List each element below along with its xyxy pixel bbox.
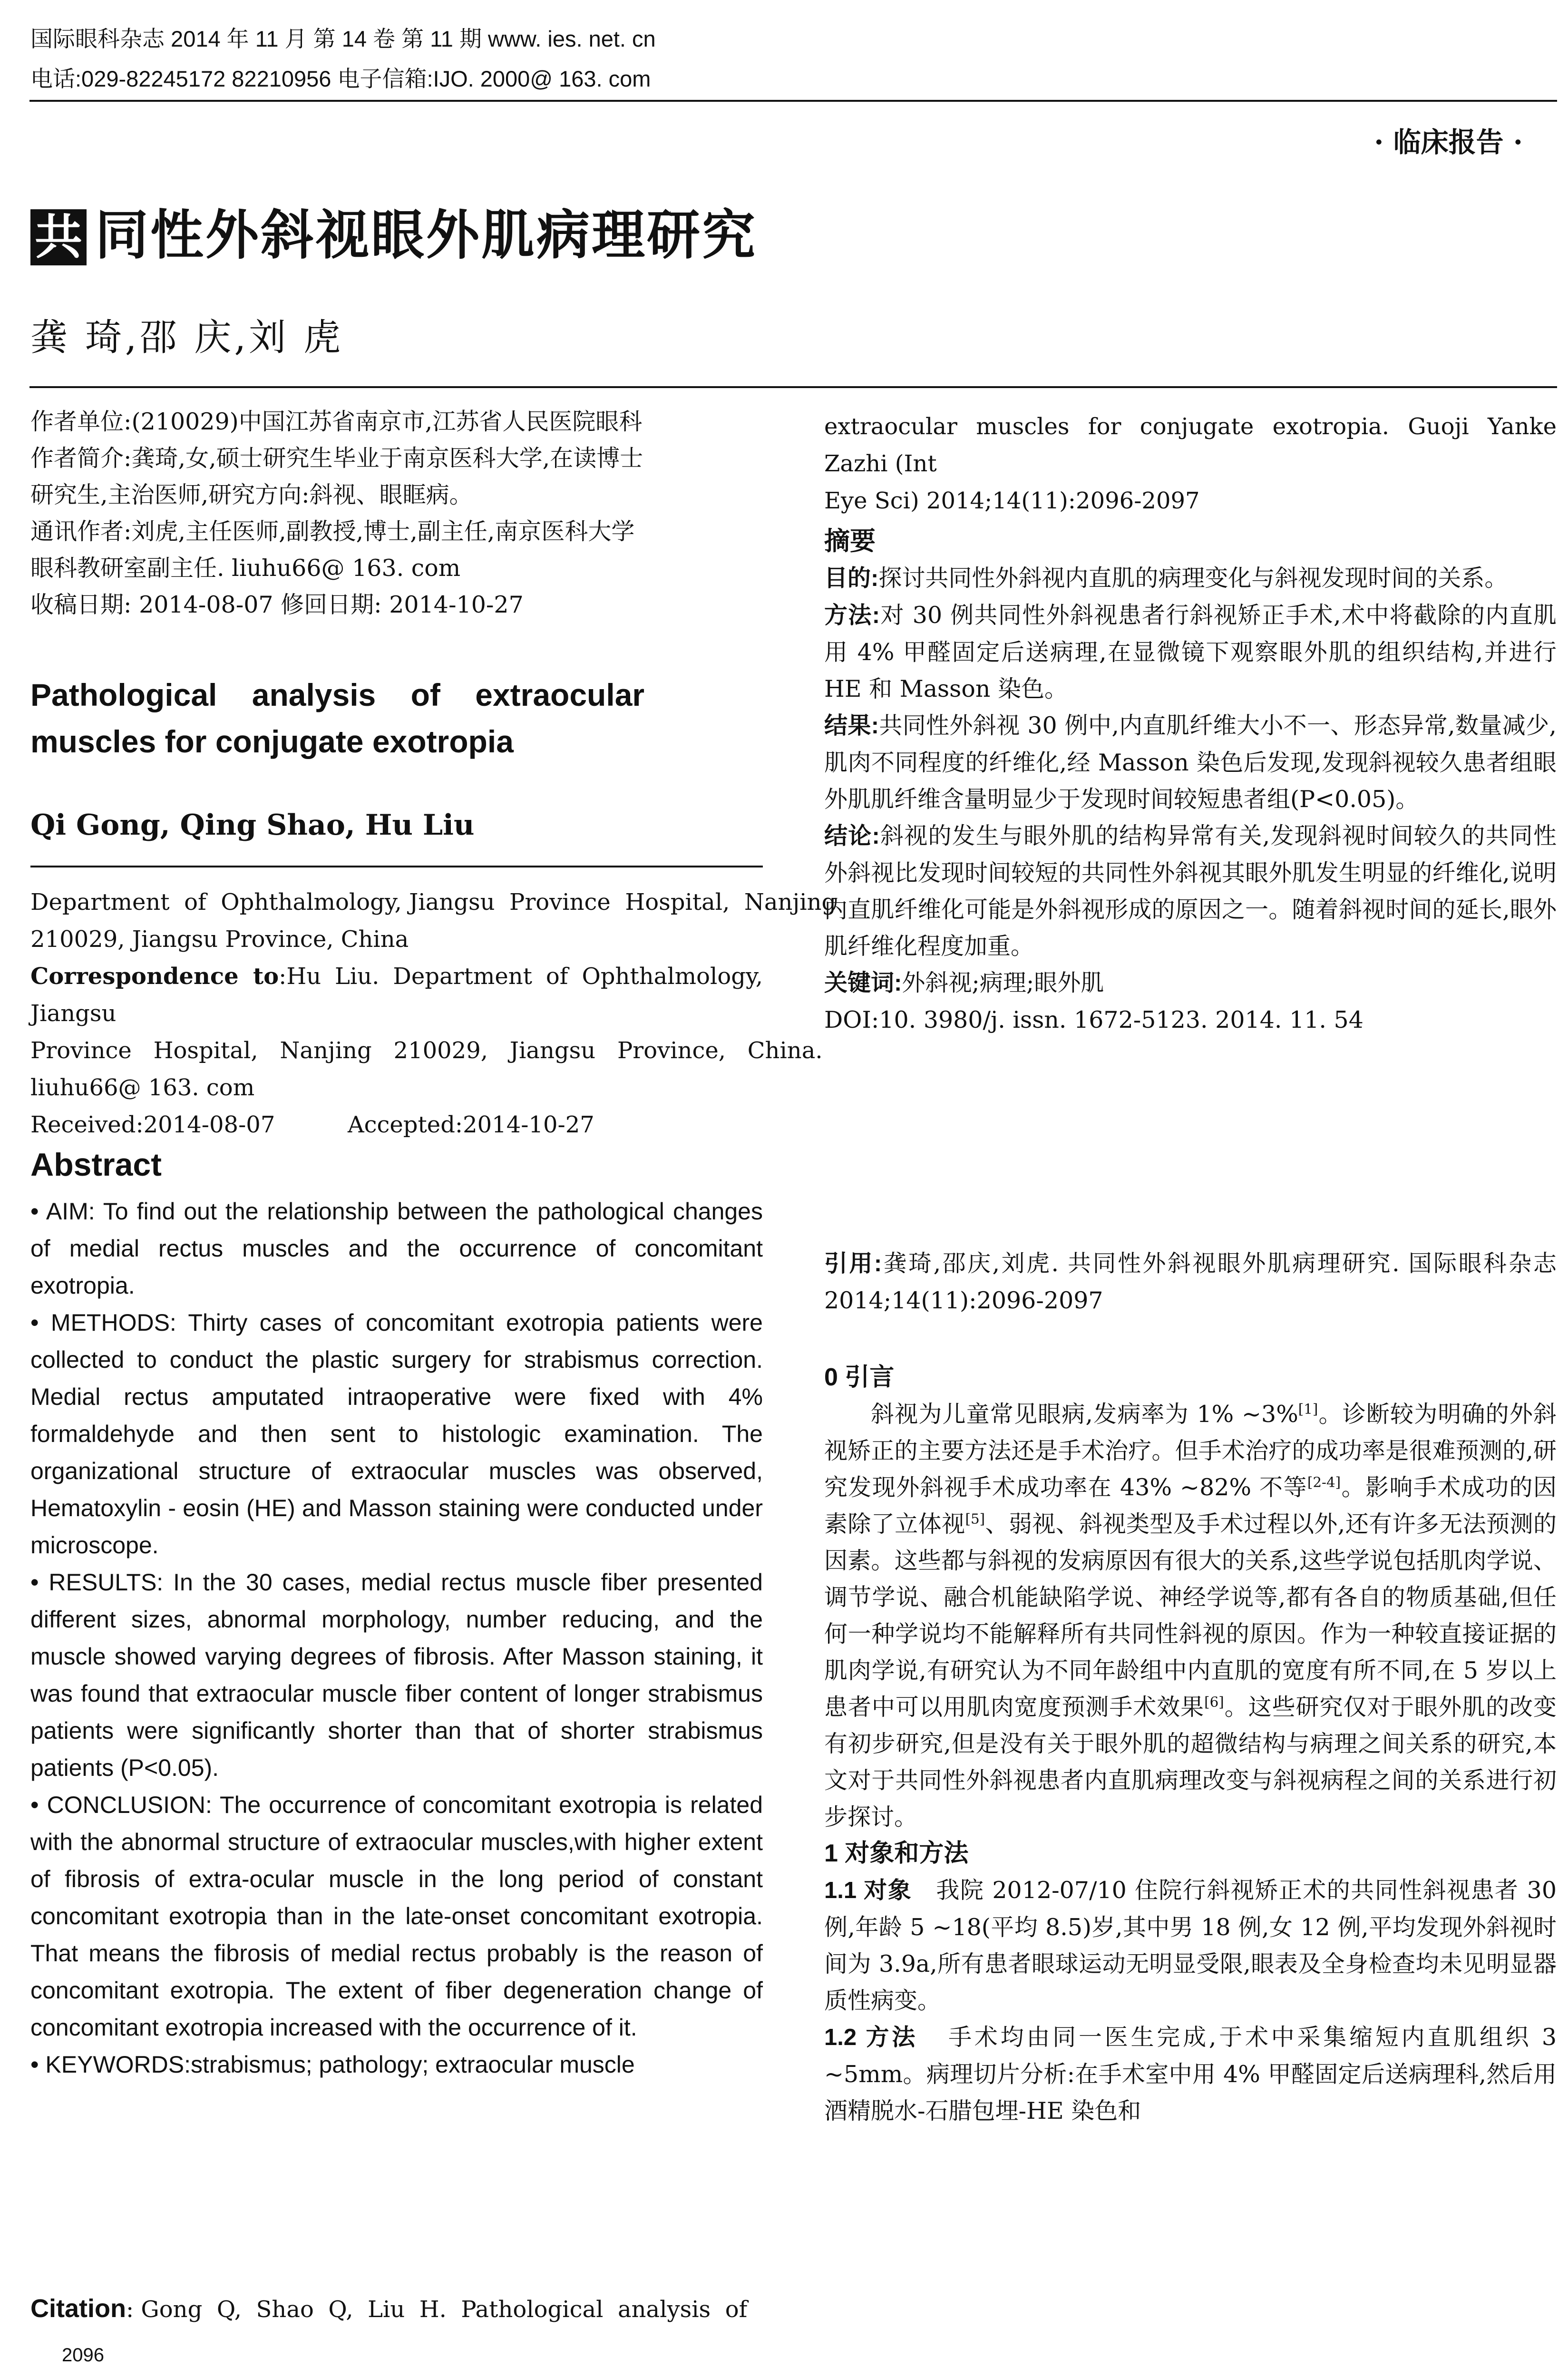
corr-text: :Hu Liu. Department of Ophthalmology, Jiangsu	[30, 963, 763, 1027]
en-conclusion: • CONCLUSION: The occurrence of concomitant exotropia is related with the abnormal structure of extraocular muscles,with higher extent of fibrosis of extra-ocular muscle in the long period of constant concomitant exotropia than in the late-onset concomitant exotropia. That means the fibrosis of medial rectus probably is the reason of concomitant exotropia. The extent of fiber degeneration change of concomitant exotropia increased with the occurrence of it.	[30, 1792, 763, 2041]
journal-header-line1: 国际眼科杂志 2014 年 11 月 第 14 卷 第 11 期 www. ies. net. cn	[30, 26, 656, 51]
intro-paragraph	[824, 1396, 1557, 1835]
en-citation-right	[824, 408, 1557, 519]
journal-header-line2: 电话:029-82245172 82210956 电子信箱:IJO. 2000@ 163. com	[30, 66, 651, 91]
section-1-1-label: 1.1 对象	[824, 1878, 912, 1903]
section-1-1-text: 我院 2012-07/10 住院行斜视矫正术的共同性斜视患者 30 例,年龄 5 ~18(平均 8.5)岁,其中男 18 例,女 12 例,平均发现外斜视时间为 3.9a,所有患者眼球运动无明显受限,眼表及全身检查均未见明显器质性病变。	[824, 1877, 1557, 2014]
title-mark: 共	[30, 209, 87, 265]
intro-text: 、弱视、斜视类型及手术过程以外,还有许多无法预测的因素。这些都与斜视的发病原因有很大的关系,这些学说包括肌肉学说、调节学说、融合机能缺陷学说、神经学说等,都有各自的物质基础,但任何一种学说均不能解释所有共同性斜视的原因。作为一种较直接证据的肌肉学说,有研究认为不同年龄组中内直肌的宽度有所不同,在 5 岁以上患者中可以用肌肉宽度预测手术效果	[824, 1510, 1557, 1721]
section-1-2-label: 1.2 方法	[824, 2025, 918, 2050]
cn-info-line: 作者简介:龚琦,女,硕士研究生毕业于南京医科大学,在读博士	[30, 445, 643, 472]
cn-author-info	[30, 403, 763, 623]
corr-label: Correspondence to	[30, 963, 279, 990]
page-number: 2096	[62, 2345, 104, 2366]
ref-3: [5]	[965, 1510, 985, 1527]
en-methods: • METHODS: Thirty cases of concomitant exotropia patients were collected to conduct the plastic surgery for strabismus correction. Medial rectus amputated intraoperative were fixed with 4% formaldehyde and then sent to histologic examination. The organizational structure of extraocular muscles was observed, Hematoxylin - eosin (HE) and Masson staining were conducted under microscope.	[30, 1309, 763, 1559]
en-title-line1: Pathological analysis of extraocular	[30, 677, 645, 712]
authors-cn: 龚 琦,邵 庆,刘 虎	[30, 316, 343, 359]
intro-heading: 0 引言	[824, 1364, 895, 1391]
en-authors: Qi Gong, Qing Shao, Hu Liu	[30, 809, 475, 842]
en-affiliation	[30, 884, 837, 1143]
cn-methods	[824, 597, 1557, 707]
ref-2: [2-4]	[1307, 1474, 1341, 1490]
corr-email: liuhu66@ 163. com	[30, 1074, 255, 1101]
en-aim: • AIM: To find out the relationship between the pathological changes of medial rectus muscles and the occurrence of concomitant exotropia.	[30, 1198, 763, 1299]
cn-results-text: 共同性外斜视 30 例中,内直肌纤维大小不一、形态异常,数量减少,肌肉不同程度的纤维化,经 Masson 染色后发现,发现斜视较久患者组眼外肌肌纤维含量明显少于发现时间较短患者组(P<0.05)。	[824, 712, 1557, 813]
en-results: • RESULTS: In the 30 cases, medial rectus muscle fiber presented different sizes, abnormal morphology, number reducing, and the muscle showed varying degrees of fibrosis. After Masson staining, it was found that extraocular muscle fiber content of longer strabismus patients were significantly shorter than that of shorter strabismus patients (P<0.05).	[30, 1569, 763, 1781]
en-citation-left	[30, 2290, 763, 2328]
abstract-heading: Abstract	[30, 1147, 162, 1183]
cn-aim-text: 探讨共同性外斜视内直肌的病理变化与斜视发现时间的关系。	[878, 565, 1508, 592]
intro-section	[824, 1359, 1557, 2129]
section-1-1	[824, 1872, 1557, 2019]
title-rule	[29, 386, 1557, 388]
intro-text: 斜视为儿童常见眼病,发病率为 1% ~3%	[871, 1401, 1298, 1428]
cn-info-line: 作者单位:(210029)中国江苏省南京市,江苏省人民医院眼科	[30, 408, 643, 435]
cn-aim-label: 目的:	[824, 565, 879, 591]
page-title: 同性外斜视眼外肌病理研究	[95, 205, 757, 265]
intro-text: 。影响手术成功的因素除了立体视	[824, 1474, 1557, 1538]
cn-cite-text: 龚琦,邵庆,刘虎. 共同性外斜视眼外肌病理研究. 国际眼科杂志 2014;14(11):2096-2097	[824, 1250, 1557, 1314]
cn-results	[824, 707, 1557, 818]
cn-results-label: 结果:	[824, 713, 879, 739]
en-dates: Received:2014-08-07 Accepted:2014-10-27	[30, 1111, 594, 1138]
cn-dates: 收稿日期: 2014-08-07 修回日期: 2014-10-27	[30, 591, 524, 618]
corr-line: Province Hospital, Nanjing 210029, Jiangsu Province, China.	[30, 1037, 823, 1064]
en-title	[30, 672, 763, 765]
cn-keywords	[824, 964, 1557, 1002]
cn-methods-label: 方法:	[824, 603, 880, 628]
citation-text: : Gong Q, Shao Q, Liu H. Pathological analysis of	[126, 2296, 748, 2323]
intro-text: 。诊断较为明确的外斜视矫正的主要方法还是手术治疗。但手术治疗的成功率是很难预测的,研究发现外斜视手术成功率在 43% ~82% 不等	[824, 1401, 1557, 1501]
cn-abstract	[824, 523, 1557, 1038]
cn-doi: DOI:10. 3980/j. issn. 1672-5123. 2014. 11. 54	[824, 1006, 1363, 1033]
ref-4: [6]	[1204, 1694, 1224, 1710]
intro-text: 。这些研究仅对于眼外肌的改变有初步研究,但是没有关于眼外肌的超微结构与病理之间关系的研究,本文对于共同性外斜视患者内直肌病理改变与斜视病程之间的关系进行初步探讨。	[824, 1694, 1557, 1831]
cn-conclusion-text: 斜视的发生与眼外肌的结构异常有关,发现斜视时间较久的共同性外斜视比发现时间较短的共同性外斜视其眼外肌发生明显的纤维化,说明内直肌纤维化可能是外斜视形成的原因之一。随着斜视时间的延长,眼外肌纤维化程度加重。	[824, 822, 1557, 960]
citation-line: extraocular muscles for conjugate exotropia. Guoji Yanke Zazhi (Int	[824, 413, 1557, 477]
cn-cite-label: 引用:	[824, 1251, 882, 1276]
header-rule	[29, 100, 1557, 102]
section-1-2	[824, 2019, 1557, 2129]
section-tag: · 临床报告 ·	[1374, 126, 1523, 158]
section-1-2-text: 手术均由同一医生完成,于术中采集缩短内直肌组织 3 ~5mm。病理切片分析:在手术室中用 4% 甲醛固定后送病理科,然后用酒精脱水-石腊包埋-HE 染色和	[824, 2024, 1557, 2124]
cn-keywords-text: 外斜视;病理;眼外肌	[902, 969, 1104, 996]
cn-keywords-label: 关键词:	[824, 970, 902, 996]
en-keywords: • KEYWORDS:strabismus; pathology; extraocular muscle	[30, 2051, 635, 2078]
cn-cite	[824, 1245, 1557, 1319]
cn-aim	[824, 560, 1557, 597]
ref-1: [1]	[1298, 1401, 1318, 1417]
cn-methods-text: 对 30 例共同性外斜视患者行斜视矫正手术,术中将截除的内直肌用 4% 甲醛固定后送病理,在显微镜下观察眼外肌的组织结构,并进行 HE 和 Masson 染色。	[824, 602, 1557, 702]
correspondence	[30, 958, 763, 1032]
cn-conclusion	[824, 818, 1557, 964]
dept-line: Department of Ophthalmology, Jiangsu Province Hospital, Nanjing	[30, 889, 837, 916]
dept-line: 210029, Jiangsu Province, China	[30, 926, 409, 953]
cn-conclusion-label: 结论:	[824, 823, 880, 849]
en-title-line2: muscles for conjugate exotropia	[30, 724, 514, 759]
citation-line: Eye Sci) 2014;14(11):2096-2097	[824, 487, 1200, 514]
en-abstract	[30, 1193, 763, 2083]
cn-abstract-heading: 摘要	[824, 527, 876, 555]
cn-info-line: 通讯作者:刘虎,主任医师,副教授,博士,副主任,南京医科大学	[30, 518, 635, 545]
methods-heading: 1 对象和方法	[824, 1840, 969, 1867]
citation-label: Citation	[30, 2294, 126, 2323]
en-authors-rule	[30, 866, 763, 867]
cn-info-line: 研究生,主治医师,研究方向:斜视、眼眶病。	[30, 481, 473, 508]
cn-info-line: 眼科教研室副主任. liuhu66@ 163. com	[30, 555, 461, 582]
